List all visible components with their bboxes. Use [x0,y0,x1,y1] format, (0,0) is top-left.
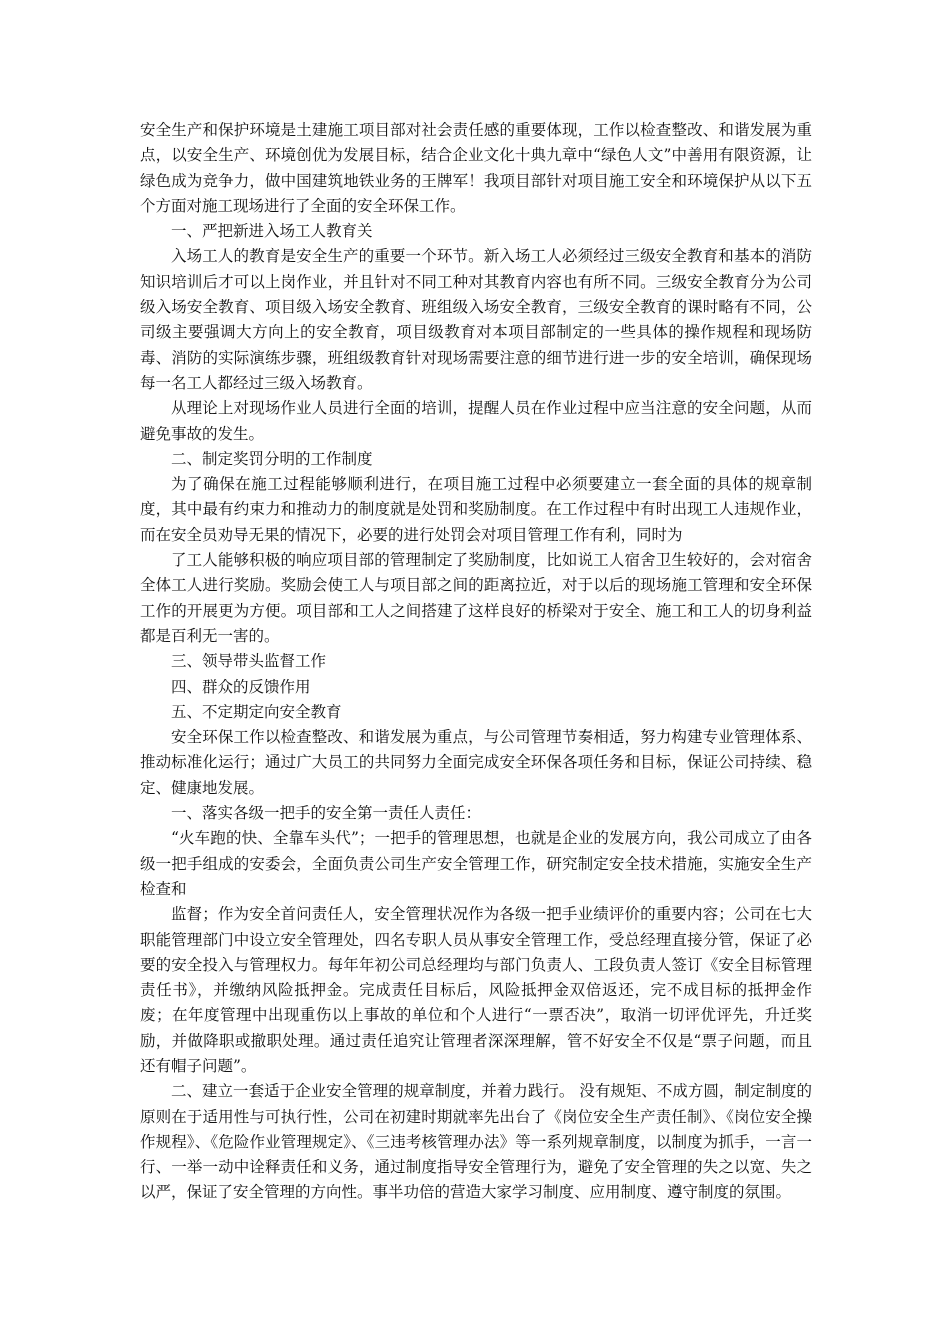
body-paragraph: 从理论上对现场作业人员进行全面的培训，提醒人员在作业过程中应当注意的安全问题，从而避免事故的发生。 [140,399,812,443]
intro-paragraph: 安全生产和保护环境是土建施工项目部对社会责任感的重要体现，工作以检查整改、和谐发展为重点，以安全生产、环境创优为发展目标，结合企业文化十典九章中“绿色人文”中善用有限资源，让绿色成为竞争力，做中国建筑地铁业务的王牌军！我项目部针对项目施工安全和环境保护从以下五个方面对施工现场进行了全面的安全环保工作。 [140,121,812,215]
section-heading-1: 一、严把新进入场工人教育关 [171,222,373,241]
section-heading-5: 五、不定期定向安全教育 [171,702,342,721]
body-paragraph: 了工人能够积极的响应项目部的管理制定了奖励制度，比如说工人宿舍卫生较好的，会对宿舍全体工人进行奖励。奖励会使工人与项目部之间的距离拉近，对于以后的现场施工管理和安全环保工作的开展更为方便。项目部和工人之间搭建了这样良好的桥梁对于安全、施工和工人的切身利益都是百利无一害的。 [140,551,812,645]
body-paragraph: “火车跑的快、全靠车头代”；一把手的管理思想，也就是企业的发展方向，我公司成立了由各级一把手组成的安委会，全面负责公司生产安全管理工作，研究制定安全技术措施，实施安全生产检查和 [140,829,812,898]
section-heading-1b: 一、落实各级一把手的安全第一责任人责任： [171,804,482,823]
body-paragraph: 入场工人的教育是安全生产的重要一个环节。新入场工人必须经过三级安全教育和基本的消防知识培训后才可以上岗作业，并且针对不同工种对其教育内容也有所不同。三级安全教育分为公司级入场安全教育、项目级入场安全教育、班组级入场安全教育，三级安全教育的课时略有不同，公司级主要强调大方向上的安全教育，项目级教育对本项目部制定的一些具体的操作规程和现场防毒、消防的实际演练步骤，班组级教育针对现场需要注意的细节进行进一步的安全培训，确保现场每一名工人都经过三级入场教育。 [140,247,812,392]
body-paragraph: 安全环保工作以检查整改、和谐发展为重点，与公司管理节奏相适，努力构建专业管理体系、推动标准化运行；通过广大员工的共同努力全面完成安全环保各项任务和目标，保证公司持续、稳定、健康地发展。 [140,728,812,797]
section-heading-3: 三、领导带头监督工作 [171,652,327,671]
section-heading-4: 四、群众的反馈作用 [171,677,311,696]
body-paragraph: 监督；作为安全首问责任人，安全管理状况作为各级一把手业绩评价的重要内容；公司在七大职能管理部门中设立安全管理处，四名专职人员从事安全管理工作，受总经理直接分管，保证了必要的安全投入与管理权力。每年年初公司总经理均与部门负责人、工段负责人签订《安全目标管理责任书》，并缴纳风险抵押金。完成责任目标后，风险抵押金双倍返还，完不成目标的抵押金作废；在年度管理中出现重伤以上事故的单位和个人进行“一票否决”，取消一切评优评先，升迁奖励，并做降职或撤职处理。通过责任追究让管理者深深理解，管不好安全不仅是“票子问题，而且还有帽子问题”。 [140,905,812,1075]
body-paragraph: 为了确保在施工过程能够顺利进行，在项目施工过程中必须要建立一套全面的具体的规章制度，其中最有约束力和推动力的制度就是处罚和奖励制度。在工作过程中有时出现工人违规作业，而在安全员劝导无果的情况下，必要的进行处罚会对项目管理工作有利，同时为 [140,475,812,544]
body-paragraph: 二、建立一套适于企业安全管理的规章制度，并着力践行。 没有规矩、不成方圆，制定制度的原则在于适用性与可执行性，公司在初建时期就率先出台了《岗位安全生产责任制》、《岗位安全操作规程》、《危险作业管理规定》、《三违考核管理办法》等一系列规章制度，以制度为抓手，一言一行、一举一动中诠释责任和义务，通过制度指导安全管理行为，避免了安全管理的失之以宽、失之以严，保证了安全管理的方向性。事半功倍的营造大家学习制度、应用制度、遵守制度的氛围。 [140,1082,812,1202]
section-heading-2: 二、制定奖罚分明的工作制度 [171,449,373,468]
document-body [140,118,812,1206]
